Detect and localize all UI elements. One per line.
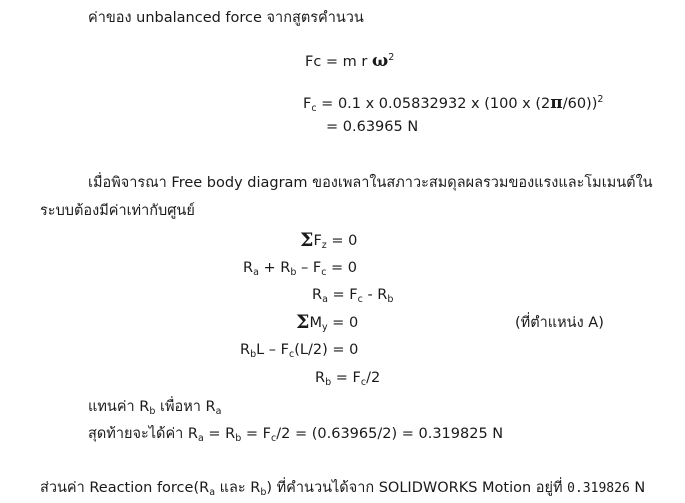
- subscript: a: [322, 294, 328, 305]
- text: - R: [362, 287, 388, 303]
- text: Fc = m r: [305, 54, 372, 70]
- text: /2: [366, 370, 381, 386]
- text: R: [243, 260, 254, 276]
- text: F: [303, 96, 312, 112]
- subscript: c: [311, 103, 317, 114]
- text: ค่าของ unbalanced force จากสูตรคำนวน: [88, 10, 364, 26]
- text: = F: [241, 426, 272, 442]
- subscript: b: [290, 267, 297, 278]
- text: R: [240, 342, 251, 358]
- sigma-symbol: Σ: [300, 229, 314, 251]
- text: M: [309, 315, 322, 331]
- text: = 0: [327, 315, 359, 331]
- note-position-a: [515, 313, 604, 333]
- text: L – F: [256, 342, 289, 358]
- superscript: 2: [388, 52, 395, 63]
- subscript: b: [149, 406, 156, 417]
- text: แทนค่า R: [88, 399, 150, 415]
- subscript: c: [271, 433, 277, 444]
- line-solidworks-result: [40, 478, 645, 503]
- paragraph-free-body-line1: [88, 173, 653, 193]
- subscript: a: [197, 433, 204, 444]
- formula-fc: [305, 48, 394, 72]
- value: 0.319826: [567, 481, 630, 496]
- text: F: [313, 233, 322, 249]
- text: – F: [296, 260, 322, 276]
- text: ส่วนค่า Reaction force(R: [40, 480, 210, 496]
- omega-symbol: ω: [372, 51, 389, 71]
- text: เพื่อหา R: [155, 399, 216, 415]
- equation-sum-fz: [300, 230, 357, 256]
- subscript: y: [321, 322, 328, 333]
- text: ) ที่คำนวนได้จาก SOLIDWORKS Motion อยู่ที่: [266, 480, 568, 496]
- subscript: b: [325, 377, 332, 388]
- text: N: [629, 480, 646, 496]
- text: /60)): [562, 96, 598, 112]
- equation-moment-balance: [240, 340, 358, 365]
- subscript: c: [360, 377, 367, 388]
- text: ระบบต้องมีค่าเท่ากับศูนย์: [40, 203, 195, 219]
- formula-fc-result: [326, 117, 418, 137]
- line-substitute: [88, 397, 221, 422]
- superscript: 2: [597, 94, 604, 105]
- subscript: b: [387, 294, 394, 305]
- pi-symbol: π: [550, 93, 563, 113]
- subscript: a: [253, 267, 259, 278]
- text: (L/2) = 0: [294, 342, 359, 358]
- sigma-symbol: Σ: [296, 311, 310, 333]
- text: = F: [327, 287, 358, 303]
- text: และ R: [215, 480, 261, 496]
- subscript: a: [215, 406, 222, 417]
- subscript: c: [321, 267, 327, 278]
- equation-ra: [312, 285, 393, 310]
- text: R: [312, 287, 323, 303]
- text: = 0.63965 N: [326, 119, 419, 135]
- text: = R: [203, 426, 236, 442]
- paragraph-free-body-line2: [40, 201, 195, 221]
- equation-sum-my: [296, 312, 358, 338]
- equation-rb: [315, 368, 380, 393]
- text: = 0: [326, 233, 358, 249]
- text: สุดท้ายจะได้ค่า R: [88, 426, 198, 442]
- equation-force-balance: [243, 258, 357, 283]
- text: /2 = (0.63965/2) = 0.319825 N: [276, 426, 504, 442]
- subscript: b: [235, 433, 242, 444]
- line-unbalanced-force-intro: [88, 8, 364, 28]
- text: = 0: [326, 260, 358, 276]
- subscript: c: [357, 294, 363, 305]
- text: R: [315, 370, 326, 386]
- subscript: a: [209, 487, 216, 498]
- subscript: c: [289, 349, 295, 360]
- text: + R: [258, 260, 291, 276]
- line-final-result: [88, 424, 503, 449]
- formula-fc-substituted: [303, 90, 603, 119]
- text: = F: [331, 370, 361, 386]
- subscript: b: [260, 487, 267, 498]
- text: = 0.1 x 0.05832932 x (100 x (2: [316, 96, 551, 112]
- subscript: b: [250, 349, 257, 360]
- text: เมื่อพิจารณา Free body diagram ของเพลาในสภาวะสมดุลผลรวมของแรงและโมเมนต์ใน: [88, 175, 653, 191]
- subscript: z: [321, 240, 327, 251]
- text: (ที่ตำแหน่ง A): [515, 315, 604, 331]
